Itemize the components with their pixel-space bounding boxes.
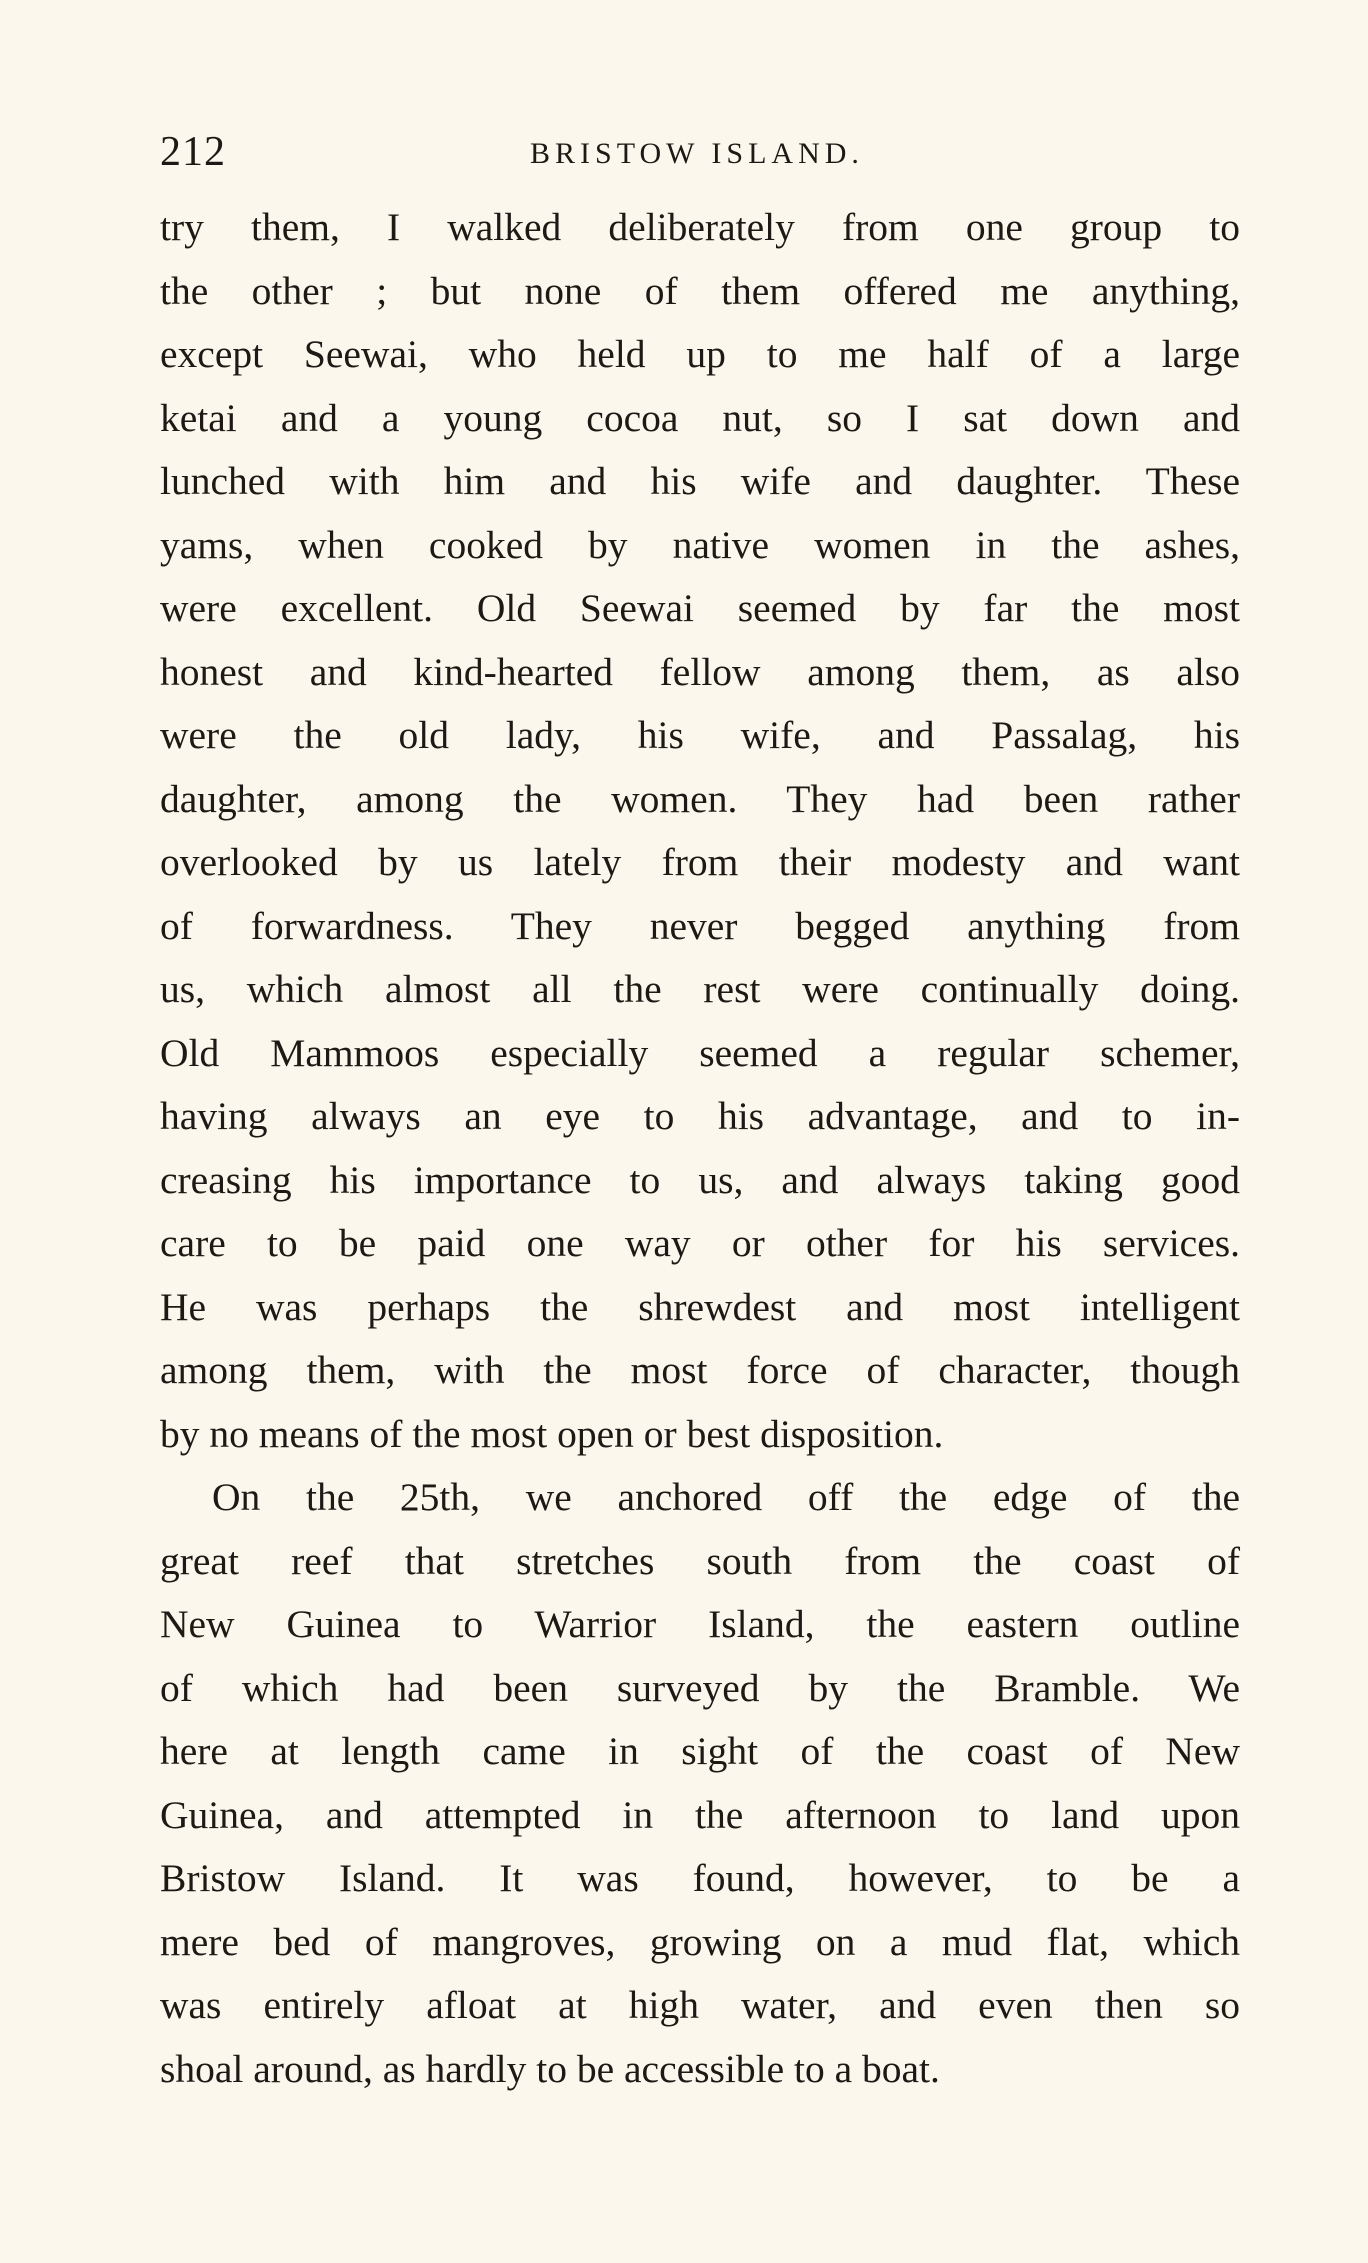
text-line: He was perhaps the shrewdest and most intelligent: [160, 1284, 1240, 1329]
paragraph: [160, 1466, 1240, 2101]
text-line: overlooked by us lately from their modesty and want: [160, 840, 1240, 884]
text-line: was entirely afloat at high water, and even then so: [160, 1983, 1240, 2027]
text-line: On the 25th, we anchored off the edge of the: [212, 1475, 1240, 1519]
text-line: of forwardness. They never begged anything from: [160, 903, 1240, 948]
text-line: yams, when cooked by native women in the ashes,: [160, 522, 1240, 567]
page-header: [160, 122, 1240, 182]
text-line: Bristow Island. It was found, however, to be a: [160, 1856, 1240, 1900]
body-text: [160, 196, 1240, 2101]
text-line: creasing his importance to us, and always taking good: [160, 1157, 1240, 1202]
text-line: the other ; but none of them offered me anything,: [160, 268, 1240, 313]
text-line: were the old lady, his wife, and Passalag, his: [160, 713, 1240, 757]
text-line: were excellent. Old Seewai seemed by far the most: [160, 586, 1240, 630]
text-line: Guinea, and attempted in the afternoon to land upon: [160, 1792, 1240, 1837]
text-line: daughter, among the women. They had been rather: [160, 776, 1240, 821]
text-line: New Guinea to Warrior Island, the eastern outline: [160, 1602, 1240, 1646]
running-head: BRISTOW ISLAND.: [530, 137, 864, 170]
text-line: here at length came in sight of the coast of New: [160, 1729, 1240, 1773]
text-line: care to be paid one way or other for his services.: [160, 1221, 1240, 1265]
text-line: Old Mammoos especially seemed a regular schemer,: [160, 1030, 1240, 1075]
text-line: shoal around, as hardly to be accessible to a boat.: [160, 2046, 940, 2091]
text-line: among them, with the most force of character, though: [160, 1348, 1240, 1392]
text-line: except Seewai, who held up to me half of a large: [160, 332, 1240, 376]
text-line: having always an eye to his advantage, and to in-: [160, 1094, 1240, 1138]
text-line: honest and kind-hearted fellow among them, as also: [160, 649, 1240, 694]
text-line: of which had been surveyed by the Bramble. We: [160, 1665, 1240, 1710]
text-line: lunched with him and his wife and daughter. These: [160, 459, 1240, 503]
text-line: us, which almost all the rest were continually doing.: [160, 967, 1240, 1011]
page-number: 212: [160, 129, 226, 175]
text-line: mere bed of mangroves, growing on a mud flat, which: [160, 1919, 1240, 1964]
text-line: great reef that stretches south from the coast of: [160, 1538, 1240, 1583]
paragraph: [160, 196, 1240, 1466]
text-line: try them, I walked deliberately from one group to: [160, 205, 1240, 249]
text-line: ketai and a young cocoa nut, so I sat down and: [160, 395, 1240, 440]
text-line: by no means of the most open or best disposition.: [160, 1411, 944, 1456]
